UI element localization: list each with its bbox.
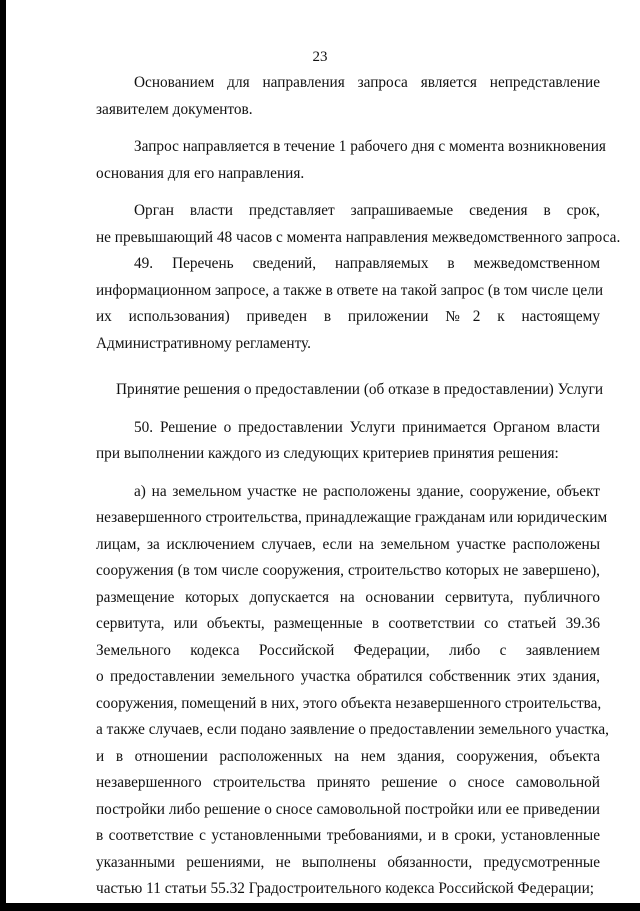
text-line: Орган власти представляет запрашиваемые сведения в срок, bbox=[134, 202, 600, 219]
text-line: и в отношении расположенных на нем здания, сооружения, объекта bbox=[96, 747, 600, 765]
text-line: указанными решениями, не выполнены обязанности, предусмотренные bbox=[96, 853, 600, 871]
text-line: при выполнении каждого из следующих критериев принятия решения: bbox=[96, 445, 559, 462]
text-line: Запрос направляется в течение 1 рабочего дня с момента возникновения bbox=[134, 138, 606, 155]
paragraph-request-timing bbox=[96, 134, 606, 187]
text-line: сооружения (в том числе сооружения, строительство которых не завершено), bbox=[96, 562, 600, 579]
text-line: а также случаев, если подано заявление о предоставлении земельного участка, bbox=[96, 721, 609, 738]
scan-left-edge bbox=[0, 0, 6, 911]
text-line: незавершенного строительства принято решение о сносе самовольной bbox=[96, 774, 600, 791]
text-line: Административному регламенту. bbox=[96, 334, 311, 352]
paragraph-49 bbox=[96, 251, 604, 357]
text-line: не превышающий 48 часов с момента направления межведомственного запроса. bbox=[96, 228, 621, 246]
text-line: заявителем документов. bbox=[96, 100, 253, 118]
section-heading: Принятие решения о предоставлении (об отказе в предоставлении) Услуги bbox=[116, 381, 604, 398]
page-number: 23 bbox=[312, 49, 328, 65]
paragraph-authority-deadline bbox=[96, 198, 621, 251]
document-body bbox=[96, 70, 621, 903]
text-line: 49. Перечень сведений, направляемых в межведомственном bbox=[134, 255, 600, 272]
text-line: сервитута, или объекты, размещенные в соответствии со статьей 39.36 bbox=[96, 615, 600, 632]
text-line: их использования) приведен в приложении №2 к настоящему bbox=[96, 308, 600, 325]
text-line: размещение которых допускается на основании сервитута, публичного bbox=[96, 588, 600, 606]
text-line: незавершенного строительства, принадлежащие гражданам или юридическим bbox=[96, 509, 608, 526]
text-line: сооружения, помещений в них, этого объекта незавершенного строительства, bbox=[96, 694, 602, 712]
scan-bottom-edge bbox=[0, 903, 640, 911]
text-line: лицам, за исключением случаев, если на земельном участке расположены bbox=[96, 535, 600, 553]
text-line: Земельного кодекса Российской Федерации, либо с заявлением bbox=[96, 641, 600, 659]
text-line: частью 11 статьи 55.32 Градостроительного кодекса Российской Федерации; bbox=[96, 880, 595, 897]
paragraph-50 bbox=[96, 415, 600, 468]
text-line: 50. Решение о предоставлении Услуги принимается Органом власти bbox=[134, 418, 600, 436]
text-line: в соответствие с установленными требованиями, и в сроки, установленные bbox=[96, 827, 600, 844]
paragraph-criterion-a bbox=[96, 479, 609, 903]
text-line: а) на земельном участке не расположены здание, сооружение, объект bbox=[134, 482, 600, 500]
text-line: постройки либо решение о сносе самовольной постройки или ее приведении bbox=[96, 800, 600, 818]
text-line: информационном запросе, а также в ответе на такой запрос (в том числе цели bbox=[96, 281, 604, 299]
text-line: основания для его направления. bbox=[96, 164, 305, 182]
paragraph-request-basis bbox=[96, 70, 600, 123]
text-line: о предоставлении земельного участка обратился собственник этих здания, bbox=[96, 668, 600, 685]
text-line: Основанием для направления запроса является непредставление bbox=[134, 74, 600, 91]
